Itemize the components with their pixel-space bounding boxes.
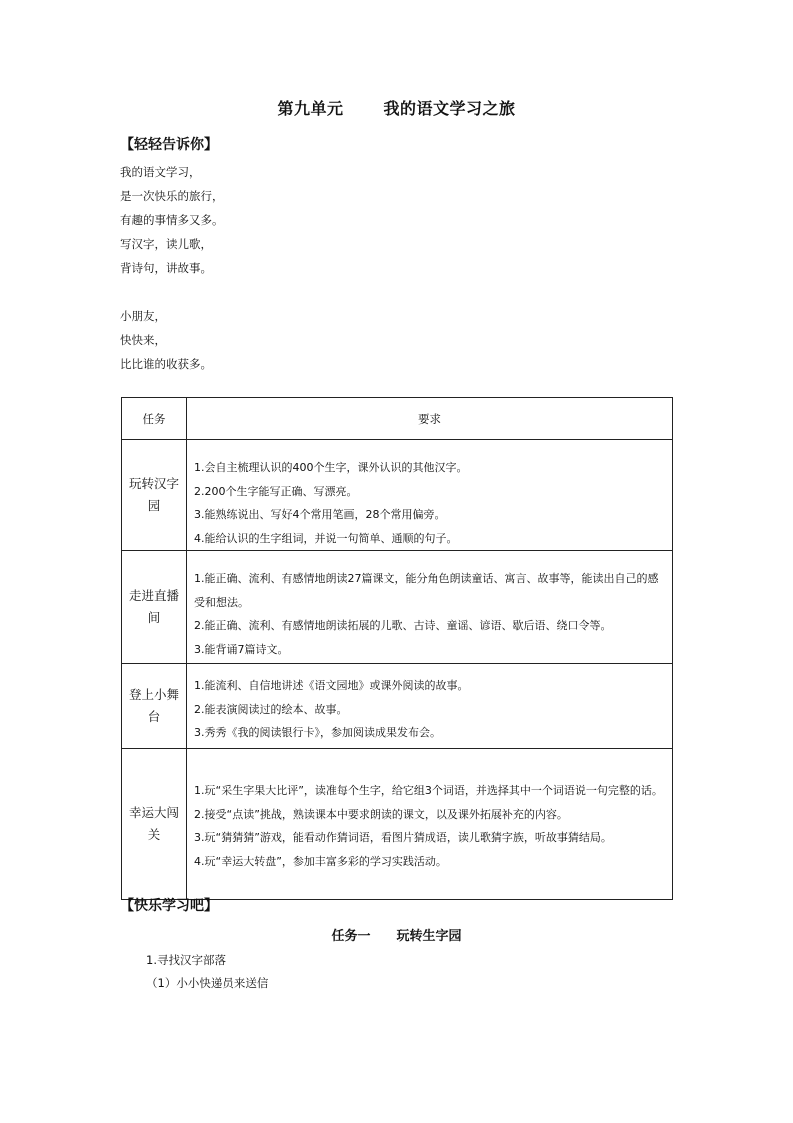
item-subheading: （1）小小快递员来送信 — [146, 976, 269, 990]
header-requirement: 要求 — [187, 398, 673, 440]
requirement-item: 2.接受“点读”挑战，熟读课本中要求朗读的课文，以及课外拓展补充的内容。 — [194, 807, 568, 821]
table-row — [122, 440, 673, 551]
requirement-item: 3.能背诵7篇诗文。 — [194, 642, 289, 656]
poem-line: 写汉字，读儿歌， — [120, 237, 212, 251]
task-title: 玩转生字园 — [396, 929, 462, 944]
requirement-item: 2.能正确、流利、有感情地朗读拓展的儿歌、古诗、童谣、谚语、歇后语、绕口令等。 — [194, 619, 612, 632]
requirement-item: 3.能熟练说出、写好4个常用笔画，28个常用偏旁。 — [194, 508, 446, 521]
table-row — [122, 749, 673, 900]
poem-line: 有趣的事情多又多。 — [120, 213, 224, 227]
requirement-item: 1.能正确、流利、有感情地朗读27篇课文，能分角色朗读童话、寓言、故事等，能读出自己的感受和想法。 — [194, 572, 659, 609]
requirement-cell — [187, 551, 673, 664]
requirement-item: 3.玩“猜猜猜”游戏，能看动作猜词语，看图片猜成语，读儿歌猜字族，听故事猜结局。 — [194, 831, 612, 844]
task-name: 幸运大闯关 — [122, 749, 187, 900]
requirement-item: 3.秀秀《我的阅读银行卡》，参加阅读成果发布会。 — [194, 726, 441, 739]
poem-line: 小朋友， — [120, 309, 166, 323]
requirement-item: 1.能流利、自信地讲述《语文园地》或课外阅读的故事。 — [194, 679, 469, 692]
table-header-row — [122, 398, 673, 440]
poem-line: 比比谁的收获多。 — [120, 357, 212, 371]
requirement-cell — [187, 749, 673, 900]
requirement-item: 2.200个生字能写正确、写漂亮。 — [194, 484, 358, 498]
intro-poem — [120, 160, 224, 376]
requirement-item: 1.会自主梳理认识的400个生字，课外认识的其他汉字。 — [194, 461, 468, 474]
task-name: 玩转汉字园 — [122, 440, 187, 551]
poem-line: 快快来， — [120, 333, 166, 347]
task-name: 走进直播间 — [122, 551, 187, 664]
requirement-item: 2.能表演阅读过的绘本、故事。 — [194, 702, 348, 716]
task-label: 任务一 — [331, 929, 371, 944]
poem-line: 是一次快乐的旅行， — [120, 189, 224, 203]
requirement-item: 4.能给认识的生字组词，并说一句简单、通顺的句子。 — [194, 531, 458, 545]
requirement-cell — [187, 440, 673, 551]
item-heading: 1.寻找汉字部落 — [146, 953, 226, 967]
requirement-item: 4.玩“幸运大转盘”，参加丰富多彩的学习实践活动。 — [194, 854, 447, 868]
table-row — [122, 551, 673, 664]
task-name: 登上小舞台 — [122, 664, 187, 749]
table-row — [122, 664, 673, 749]
poem-line: 背诗句，讲故事。 — [120, 261, 212, 275]
task-subtitle — [0, 925, 793, 944]
unit-name: 我的语文学习之旅 — [383, 99, 516, 118]
page-title — [0, 96, 793, 119]
poem-line: 我的语文学习， — [120, 165, 201, 179]
unit-label: 第九单元 — [277, 99, 344, 118]
intro-heading: 【轻轻告诉你】 — [120, 137, 218, 153]
learn-heading: 【快乐学习吧】 — [120, 898, 218, 914]
requirement-item: 1.玩“采生字果大比评”，读准每个生字，给它组3个词语，并选择其中一个词语说一句完整的话。 — [194, 784, 663, 797]
header-task: 任务 — [122, 398, 187, 440]
requirement-cell — [187, 664, 673, 749]
requirements-table — [121, 397, 673, 900]
